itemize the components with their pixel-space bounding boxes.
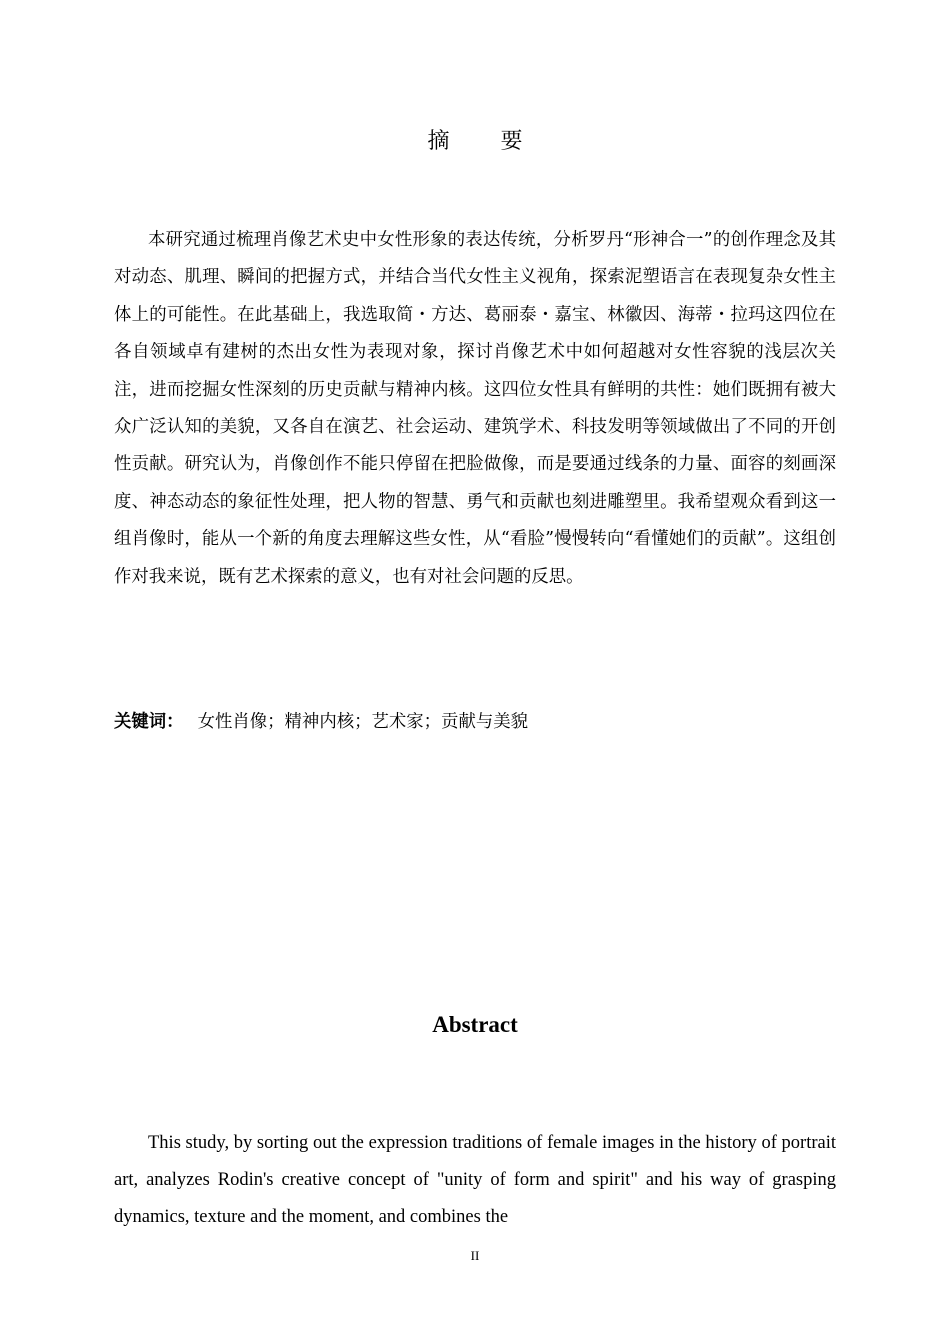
page-number: II bbox=[470, 1248, 480, 1263]
keywords-label: 关键词： bbox=[114, 712, 184, 732]
chinese-abstract-body: 本研究通过梳理肖像艺术史中女性形象的表达传统，分析罗丹“形神合一”的创作理念及其对动态、肌理、瞬间的把握方式，并结合当代女性主义视角，探索泥塑语言在表现复杂女性主体上的可能性。在此基础上，我选取简・方达、葛丽泰・嘉宝、林徽因、海蒂・拉玛这四位在各自领域卓有建树的杰出女性为表现对象，探讨肖像艺术中如何超越对女性容貌的浅层次关注，进而挖掘女性深刻的历史贡献与精神内核。这四位女性具有鲜明的共性：她们既拥有被大众广泛认知的美貌，又各自在演艺、社会运动、建筑学术、科技发明等领域做出了不同的开创性贡献。研究认为，肖像创作不能只停留在把脸做像，而是要通过线条的力量、面容的刻画深度、神态动态的象征性处理，把人物的智慧、勇气和贡献也刻进雕塑里。我希望观众看到这一组肖像时，能从一个新的角度去理解这些女性，从“看脸”慢慢转向“看懂她们的贡献”。这组创作对我来说，既有艺术探索的意义，也有对社会问题的反思。 bbox=[114, 230, 836, 587]
chinese-keywords bbox=[114, 707, 528, 737]
english-abstract-body: This study, by sorting out the expression traditions of female images in the history of portrait art, analyzes Rodin's creative concept of "unity of form and spirit" and his way of grasping dynamics, texture and the moment, and combines the bbox=[114, 1133, 836, 1228]
keywords-list: 女性肖像；精神内核；艺术家；贡献与美貌 bbox=[197, 712, 529, 732]
chinese-abstract-title: 摘 要 bbox=[427, 129, 545, 154]
english-abstract-title: Abstract bbox=[432, 1012, 518, 1037]
